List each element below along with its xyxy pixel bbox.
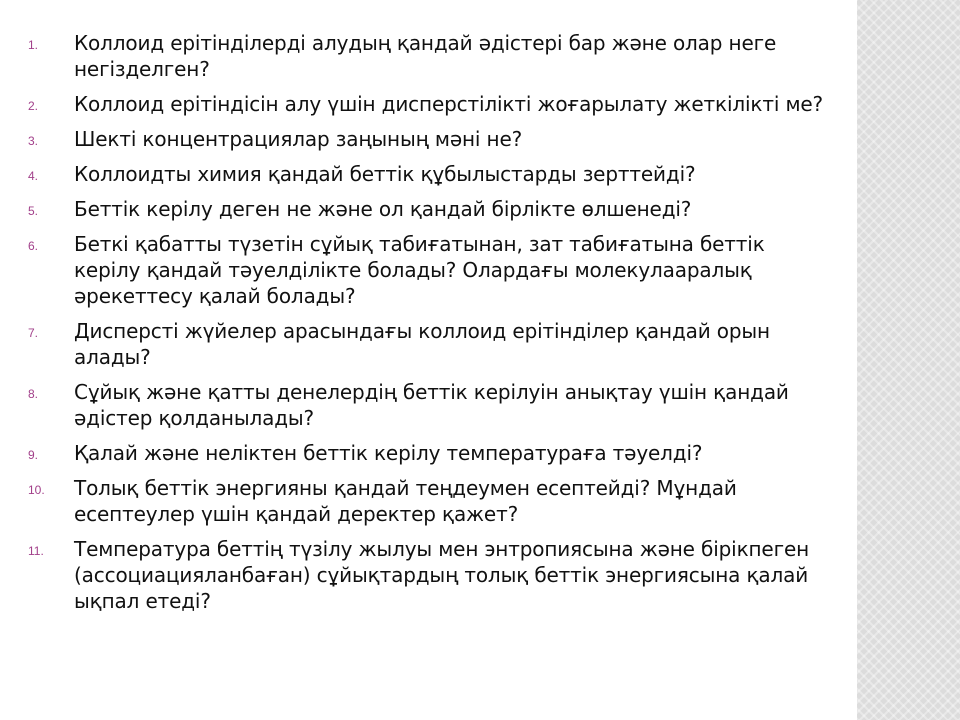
- list-item: [28, 475, 828, 527]
- list-number: 10.: [28, 483, 45, 497]
- list-number: 5.: [28, 204, 39, 218]
- list-number: 6.: [28, 239, 39, 253]
- list-number: 4.: [28, 169, 39, 183]
- decorative-side-stripe: [857, 0, 960, 720]
- list-number: 3.: [28, 134, 39, 148]
- list-item: [28, 91, 828, 117]
- list-item: [28, 196, 828, 222]
- question-list: [28, 30, 828, 623]
- question-text: Сұйық және қатты денелердің беттік керілуін анықтау үшін қандай әдістер қолданылады?: [74, 380, 789, 430]
- list-number: 9.: [28, 448, 39, 462]
- list-item: [28, 440, 828, 466]
- question-text: Шекті концентрациялар заңының мәні не?: [74, 127, 523, 151]
- list-number: 7.: [28, 326, 39, 340]
- list-item: [28, 536, 828, 614]
- list-number: 1.: [28, 38, 39, 52]
- question-text: Беткі қабатты түзетін сұйық табиғатынан, зат табиғатына беттік керілу қандай тәуелділікте болады? Олардағы молекулааралық әрекеттесу қалай болады?: [74, 232, 765, 308]
- question-text: Дисперсті жүйелер арасындағы коллоид ерітінділер қандай орын алады?: [74, 319, 770, 369]
- list-item: [28, 30, 828, 82]
- question-text: Қалай және неліктен беттік керілу температураға тәуелді?: [74, 441, 703, 465]
- list-item: [28, 379, 828, 431]
- question-text: Температура беттің түзілу жылуы мен энтропиясына және бірікпеген (ассоциацияланбаған) сұйықтардың толық беттік энергиясына қалай ықпал етеді?: [74, 537, 810, 613]
- list-item: [28, 126, 828, 152]
- list-number: 8.: [28, 387, 39, 401]
- list-item: [28, 318, 828, 370]
- question-text: Коллоид ерітінділерді алудың қандай әдістері бар және олар неге негізделген?: [74, 31, 777, 81]
- question-text: Толық беттік энергияны қандай теңдеумен есептейді? Мұндай есептеулер үшін қандай деректер қажет?: [74, 476, 737, 526]
- question-text: Коллоидты химия қандай беттік құбылыстарды зерттейді?: [74, 162, 696, 186]
- list-item: [28, 231, 828, 309]
- list-number: 2.: [28, 99, 39, 113]
- list-number: 11.: [28, 544, 44, 558]
- question-text: Коллоид ерітіндісін алу үшін дисперстілікті жоғарылату жеткілікті ме?: [74, 92, 824, 116]
- list-item: [28, 161, 828, 187]
- question-text: Беттік керілу деген не және ол қандай бірлікте өлшенеді?: [74, 197, 692, 221]
